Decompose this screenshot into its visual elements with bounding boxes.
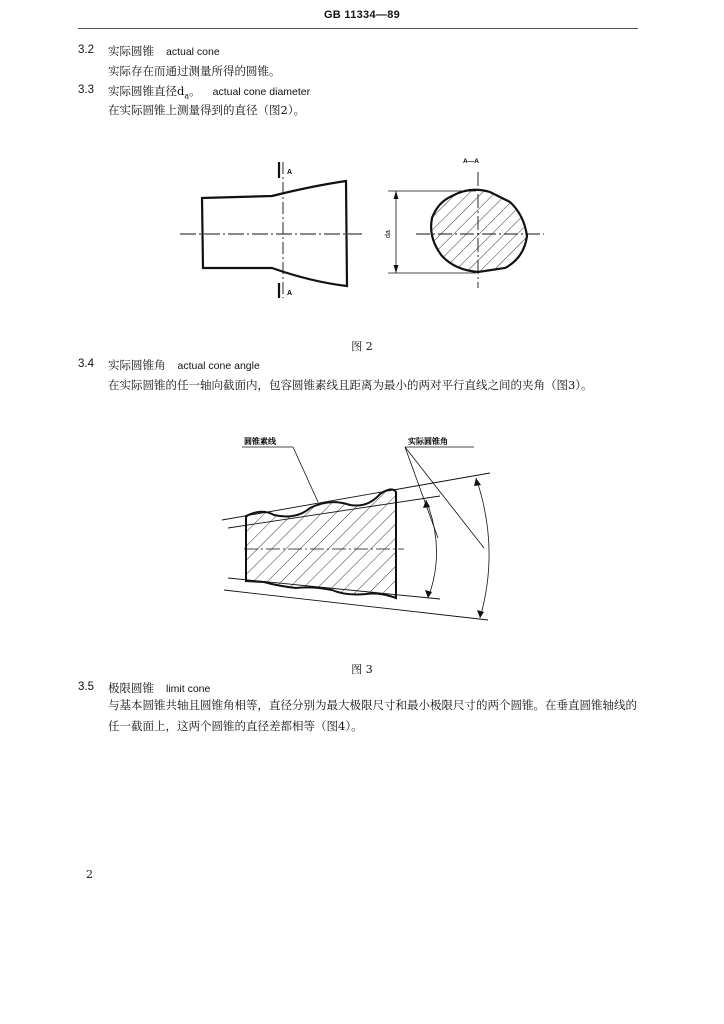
label-actual-cone-angle: 实际圆锥角 xyxy=(408,437,448,446)
arc-arrow-outer-bottom xyxy=(477,610,484,618)
section-title-3-4 xyxy=(108,357,260,373)
cone-cross-section xyxy=(431,190,527,272)
dim-arrow-bottom xyxy=(394,265,399,273)
arc-arrow-inner-top xyxy=(423,500,430,508)
header-rule xyxy=(78,28,638,29)
figure-3 xyxy=(0,425,724,625)
angle-arc-inner xyxy=(426,500,437,598)
term-en: actual cone angle xyxy=(177,360,260,372)
angle-arc-outer xyxy=(476,478,489,618)
section-title-3-3 xyxy=(108,83,310,100)
term-en: actual cone xyxy=(166,46,220,58)
label-cone-generatrix: 圆锥素线 xyxy=(244,437,276,446)
term-zh: 极限圆锥 xyxy=(108,681,154,695)
dim-label: da xyxy=(385,230,392,238)
actual-cone-body xyxy=(246,489,396,598)
cone-side-view xyxy=(202,181,347,286)
section-body-3-4: 在实际圆锥的任一轴向截面内，包容圆锥素线且距离为最小的两对平行直线之间的夹角（图3）。 xyxy=(108,378,593,392)
figure-2 xyxy=(0,150,724,315)
arc-arrow-inner-bottom xyxy=(425,590,432,598)
section-number-3-5: 3.5 xyxy=(78,681,94,693)
section-number-3-2: 3.2 xyxy=(78,44,94,56)
dim-arrow-top xyxy=(394,191,399,199)
section-label-bottom: A xyxy=(287,290,293,297)
leader-left xyxy=(293,447,318,502)
page-number: 2 xyxy=(86,868,93,881)
section-label-top: A xyxy=(287,169,293,176)
leader-right-2 xyxy=(405,447,484,548)
section-view-label: A—A xyxy=(463,158,479,165)
page-header: GB 11334—89 xyxy=(323,9,401,21)
section-number-3-3: 3.3 xyxy=(78,84,94,96)
section-body-3-2: 实际存在而通过测量所得的圆锥。 xyxy=(108,64,281,78)
section-number-3-4: 3.4 xyxy=(78,358,94,370)
arc-arrow-outer-top xyxy=(474,478,481,486)
term-en: actual cone diameter xyxy=(212,86,311,98)
term-subscript: a xyxy=(184,91,190,101)
term-en: limit cone xyxy=(166,683,211,695)
section-title-3-5 xyxy=(108,680,210,696)
leader-right-1 xyxy=(405,447,438,538)
figure-3-caption: 图 3 xyxy=(351,663,373,676)
term-zh: 实际圆锥角 xyxy=(108,358,166,372)
section-body-3-5: 与基本圆锥共轴且圆锥角相等，直径分别为最大极限尺寸和最小极限尺寸的两个圆锥。在垂直圆锥轴线的任一截面上，这两个圆锥的直径差都相等（图4）。 xyxy=(108,698,637,733)
section-title-3-2 xyxy=(108,43,220,59)
figure-2-caption: 图 2 xyxy=(351,340,373,353)
section-body-3-3: 在实际圆锥上测量得到的直径（图2）。 xyxy=(108,103,306,117)
term-zh: 实际圆锥直径d xyxy=(108,84,185,98)
term-suffix: 。 xyxy=(189,84,201,98)
term-zh: 实际圆锥 xyxy=(108,44,154,58)
